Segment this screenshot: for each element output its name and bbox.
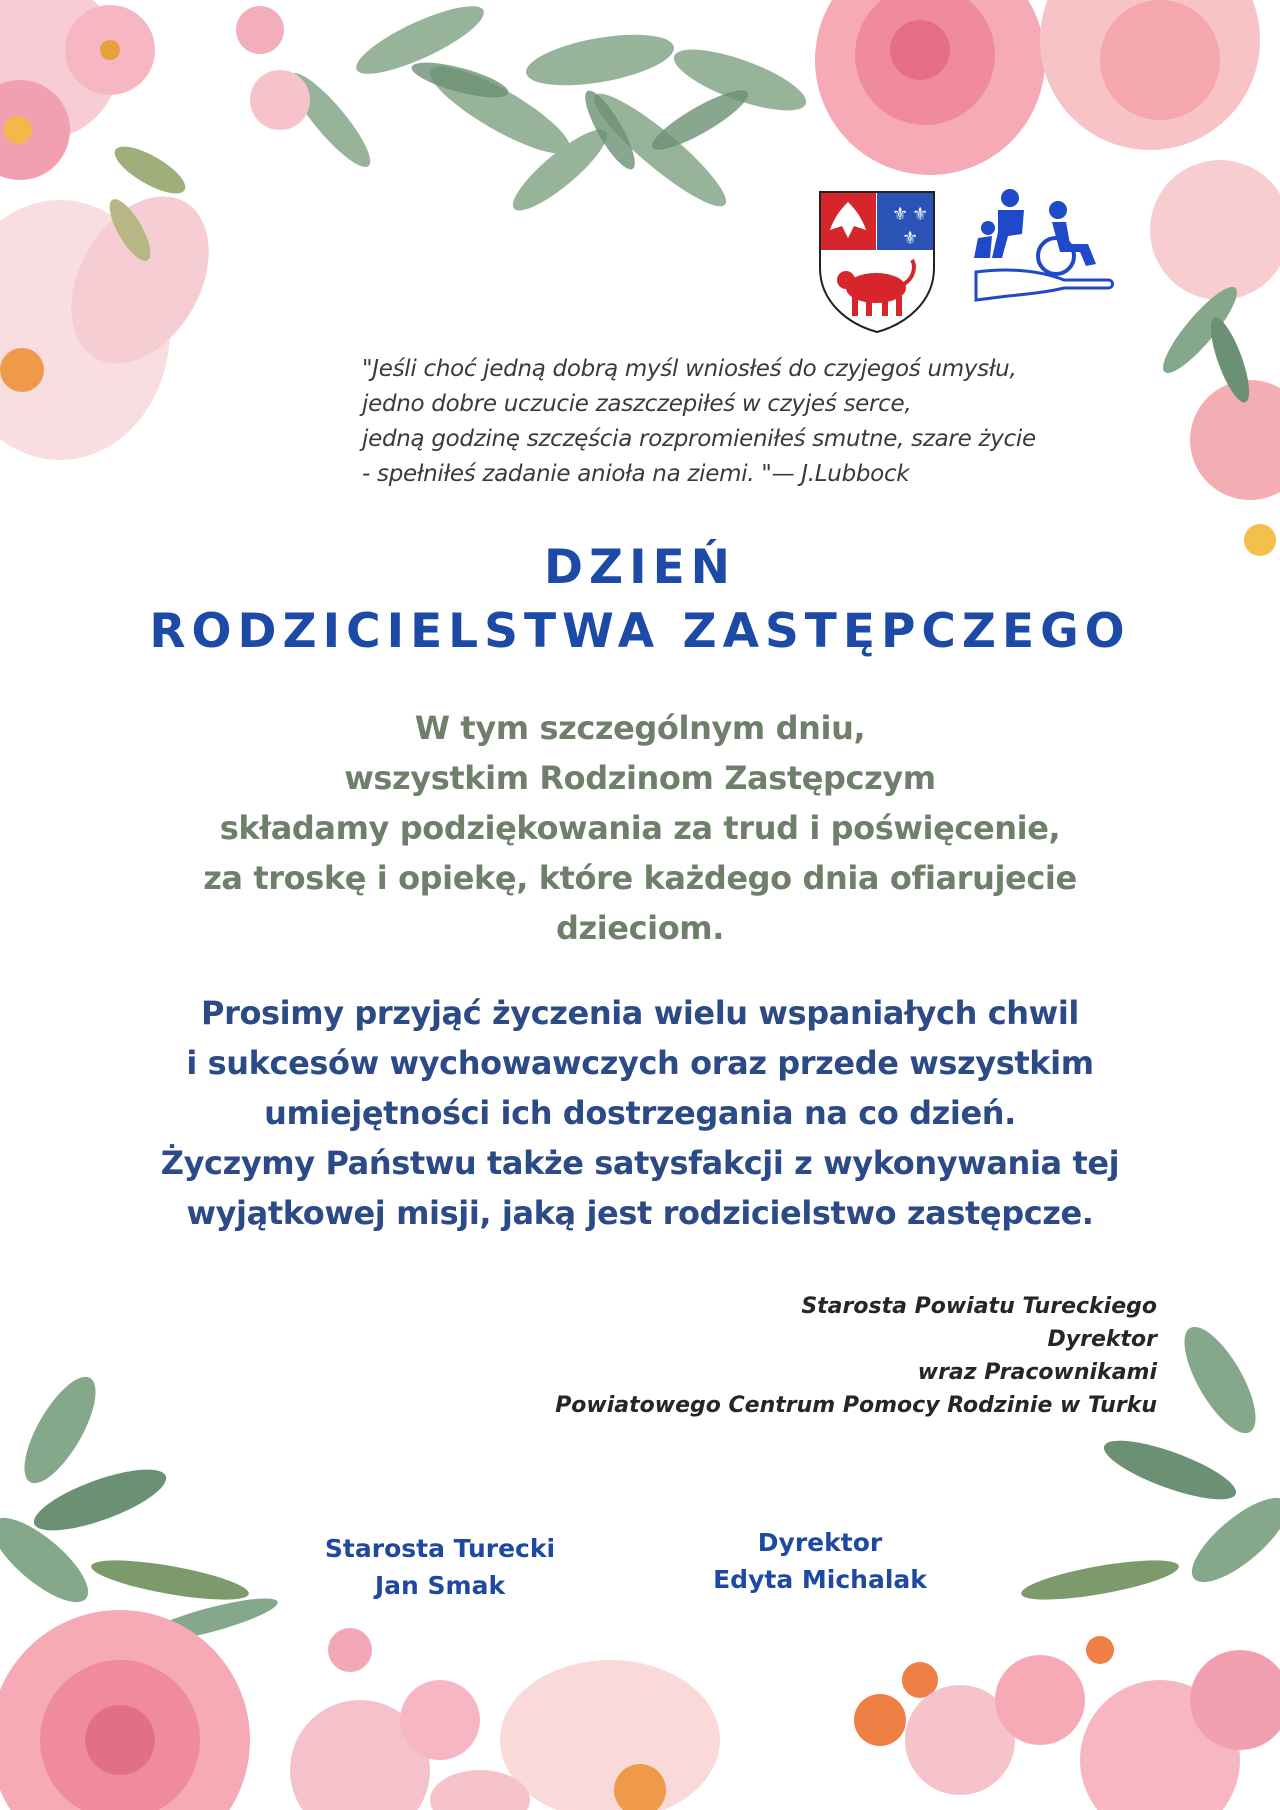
thanks-line: składamy podziękowania za trud i poświęcenie, [219,809,1061,847]
svg-text:⚜: ⚜ [892,204,909,225]
wishes-line: i sukcesów wychowawczych oraz przede wszystkim [186,1044,1094,1082]
thanks-paragraph [0,703,1280,953]
signer-starosta [300,1530,580,1604]
thanks-line: wszystkim Rodzinom Zastępczym [344,759,936,797]
coat-of-arms-icon [816,190,938,334]
svg-text:⚜: ⚜ [912,204,929,225]
leaf-cluster-top [280,0,813,221]
quote-line: - spełniłeś zadanie anioła na ziemi. "— J.Lubbock [362,461,910,487]
signer-dyrektor [680,1524,960,1598]
quote-line: "Jeśli choć jedną dobrą myśl wniosłeś do czyjegoś umysłu, [362,356,1017,382]
signer-name: Jan Smak [374,1571,506,1600]
lubbock-quote [362,352,1082,492]
signature-line: wraz Pracownikami [917,1360,1157,1385]
page-title-line-2: RODZICIELSTWA ZASTĘPCZEGO [149,604,1131,659]
thanks-line: dzieciom. [555,909,725,947]
leaf-cluster-top-dark [409,55,755,175]
thanks-line: W tym szczególnym dniu, [414,709,866,747]
quote-line: jedno dobre uczucie zaszczepiłeś w czyjeś serce, [362,391,912,417]
wishes-line: wyjątkowej misji, jaką jest rodzicielstwo zastępcze. [186,1194,1094,1232]
pcpr-hand-wheelchair-icon [968,188,1120,320]
wishes-line: Prosimy przyjąć życzenia wielu wspaniałych chwil [201,994,1079,1032]
signature-line: Starosta Powiatu Tureckiego [801,1294,1157,1319]
signer-name: Edyta Michalak [713,1565,927,1594]
signature-line: Powiatowego Centrum Pomocy Rodzinie w Turku [555,1393,1157,1418]
signature-block [555,1290,1157,1422]
svg-text:⚜: ⚜ [902,228,919,249]
signature-line: Dyrektor [1047,1327,1157,1352]
page-title-line-1: DZIEŃ [543,540,737,595]
signer-role: Starosta Turecki [324,1534,556,1563]
flowers-bottom-center [430,1660,720,1810]
flowers-top-left [0,0,310,460]
quote-line: jedną godzinę szczęścia rozpromieniłeś smutne, szare życie [362,426,1036,452]
wishes-line: Życzymy Państwu także satysfakcji z wykonywania tej [160,1144,1120,1182]
wishes-line: umiejętności ich dostrzegania na co dzień. [264,1094,1016,1132]
signer-role: Dyrektor [757,1528,883,1557]
wishes-paragraph [0,988,1280,1238]
thanks-line: za troskę i opiekę, które każdego dnia ofiarujecie [203,859,1077,897]
